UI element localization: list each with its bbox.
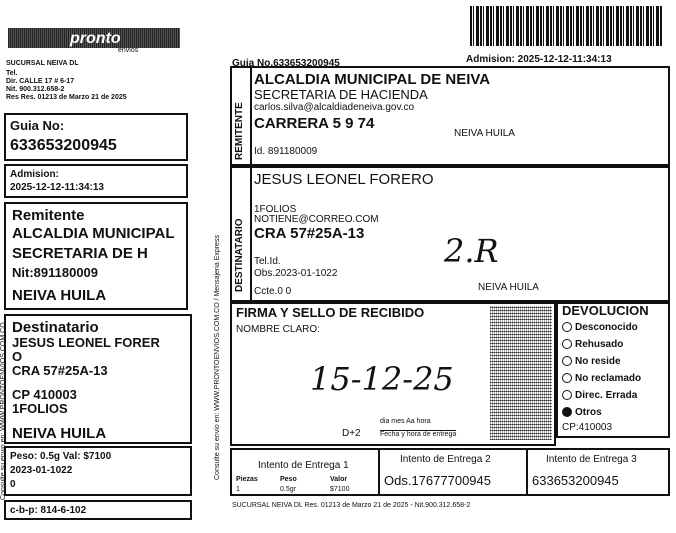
destinatario-ccte: Ccte.0 0 (254, 286, 292, 297)
option-label: No reclamado (575, 373, 642, 384)
peso-label: Peso (280, 476, 297, 483)
devolucion-option-2[interactable] (562, 356, 621, 367)
destinatario-line1: JESUS LEONEL FORER (12, 335, 160, 350)
remitente-city: NEIVA HUILA (12, 287, 107, 304)
admision-label: Admision: (10, 169, 59, 180)
remitente-line2: SECRETARIA DE H (12, 245, 148, 262)
devolucion-option-1[interactable] (562, 339, 623, 350)
remitente-line1: ALCALDIA MUNICIPAL DE NEIVA (254, 71, 491, 88)
stub-side-text: Consulte su envio en: WWW.PRONTOENVIOS.COM.CO (0, 322, 7, 500)
option-label: Desconocido (575, 322, 638, 333)
destinatario-section (230, 166, 670, 302)
remitente-email: carlos.silva@alcaldiadeneiva.gov.co (254, 102, 415, 113)
remitente-vlabel: REMITENTE (234, 102, 245, 160)
option-label: Direc. Errada (575, 390, 638, 401)
radio-filled-icon (562, 407, 572, 417)
valor-value: $7100 (330, 486, 350, 493)
ods: Ods.17677700945 (384, 473, 491, 488)
admision-value: 2025-12-12-11:34:13 (10, 182, 104, 193)
option-label: No reside (575, 356, 621, 367)
radio-icon (562, 322, 572, 332)
nombre-claro: NOMBRE CLARO: (236, 324, 320, 335)
handwritten-date: 15-12-25 (310, 360, 454, 398)
footer-code: c-b-p: 814-6-102 (10, 505, 87, 516)
devolucion-title: DEVOLUCION (562, 303, 649, 318)
valor-label: Valor (330, 476, 348, 483)
remitente-section (230, 66, 670, 166)
remitente-id: Id. 891180009 (254, 146, 318, 157)
date-caption: Fecha y hora de entrega (380, 431, 457, 438)
guia-box (4, 113, 188, 161)
remitente-line1: ALCALDIA MUNICIPAL (12, 225, 175, 242)
date-small-labels: dia mes Aa hora (380, 418, 431, 425)
firma-section (230, 302, 556, 446)
address: Dir. CALLE 17 # 6-17 (6, 78, 75, 85)
top-barcode (470, 6, 662, 46)
firma-title: FIRMA Y SELLO DE RECIBIDO (236, 305, 425, 320)
destinatario-email: NOTIENE@CORREO.COM (254, 214, 379, 225)
intento3: Intento de Entrega 3 (546, 454, 637, 465)
guia-box-number: 633653200945 (532, 473, 619, 488)
admision-header: Admision: 2025-12-12-11:34:13 (466, 54, 612, 65)
destinatario-folios: 1FOLIOS (12, 401, 68, 416)
branch: SUCURSAL NEIVA DL (6, 60, 79, 67)
d2: D+2 (342, 428, 361, 439)
devolucion-option-5[interactable] (562, 407, 602, 418)
remitente-nit: Nit:891180009 (12, 265, 99, 280)
peso: Peso: 0.5g Val: $7100 (10, 451, 112, 462)
obs: 2023-01-1022 (10, 465, 73, 476)
peso-box (4, 446, 192, 496)
intentos-row (230, 448, 670, 496)
logo-text: pronto (70, 30, 121, 47)
intento1: Intento de Entrega 1 (258, 460, 349, 471)
destinatario-tel: Tel.Id. (254, 256, 281, 267)
option-label: Rehusado (575, 339, 624, 350)
intento2: Intento de Entrega 2 (400, 454, 491, 465)
footer-box (4, 500, 192, 520)
seal-stamp (490, 306, 552, 440)
zero: 0 (10, 479, 16, 490)
intento-divider-1 (378, 450, 380, 494)
cp: CP:410003 (562, 422, 613, 433)
piezas-label: Piezas (236, 476, 258, 483)
remitente-city: NEIVA HUILA (454, 128, 515, 139)
destinatario-city: NEIVA HUILA (478, 282, 539, 293)
radio-icon (562, 390, 572, 400)
handwritten-mark: 2.R (444, 232, 499, 270)
nit: Nit. 900.312.658-2 (6, 86, 65, 93)
intento-divider-2 (526, 450, 528, 494)
remitente-address: CARRERA 5 9 74 (254, 115, 375, 132)
peso-value: 0.5gr (280, 486, 296, 493)
destinatario-name: JESUS LEONEL FORERO (254, 171, 434, 188)
guia-header: Guia No.633653200945 (232, 58, 340, 69)
resolution: Res Res. 01213 de Marzo 21 de 2025 (6, 94, 127, 101)
devolucion-option-3[interactable] (562, 373, 641, 384)
main-footer: SUCURSAL NEIVA DL Res. 01213 de Marzo 21 de 2025 - Nit.900.312.658-2 (232, 502, 471, 509)
radio-icon (562, 356, 572, 366)
destinatario-folios: 1FOLIOS (254, 204, 297, 215)
option-label: Otros (575, 407, 602, 418)
destinatario-label: Destinatario (12, 319, 99, 336)
destinatario-vlabel: DESTINATARIO (234, 218, 245, 292)
destinatario-cp: CP 410003 (12, 387, 77, 402)
destinatario-address: CRA 57#25A-13 (254, 225, 365, 242)
remitente-box (4, 202, 188, 310)
remitente-line2: SECRETARIA DE HACIENDA (254, 87, 428, 102)
devolucion-option-0[interactable] (562, 322, 638, 333)
piezas-value: 1 (236, 486, 240, 493)
destinatario-obs: Obs.2023-01-1022 (254, 268, 338, 279)
destinatario-box (4, 314, 192, 444)
destinatario-city: NEIVA HUILA (12, 425, 107, 442)
guia-label: Guia No: (10, 118, 65, 133)
devolucion-section (556, 302, 670, 438)
devolucion-option-4[interactable] (562, 390, 637, 401)
remitente-label: Remitente (12, 207, 85, 224)
main-side-vertical: Consulte su envio en: WWW.PRONTOENVIOS.COM.CO / Mensajeria Express (214, 235, 221, 480)
guia-number: 633653200945 (10, 137, 117, 154)
logo-sub: envios (118, 47, 139, 54)
radio-icon (562, 339, 572, 349)
tel: Tel. (6, 70, 18, 77)
radio-icon (562, 373, 572, 383)
destinatario-address: CRA 57#25A-13 (12, 363, 108, 378)
destinatario-line2: O (12, 349, 23, 364)
admision-box (4, 164, 188, 198)
